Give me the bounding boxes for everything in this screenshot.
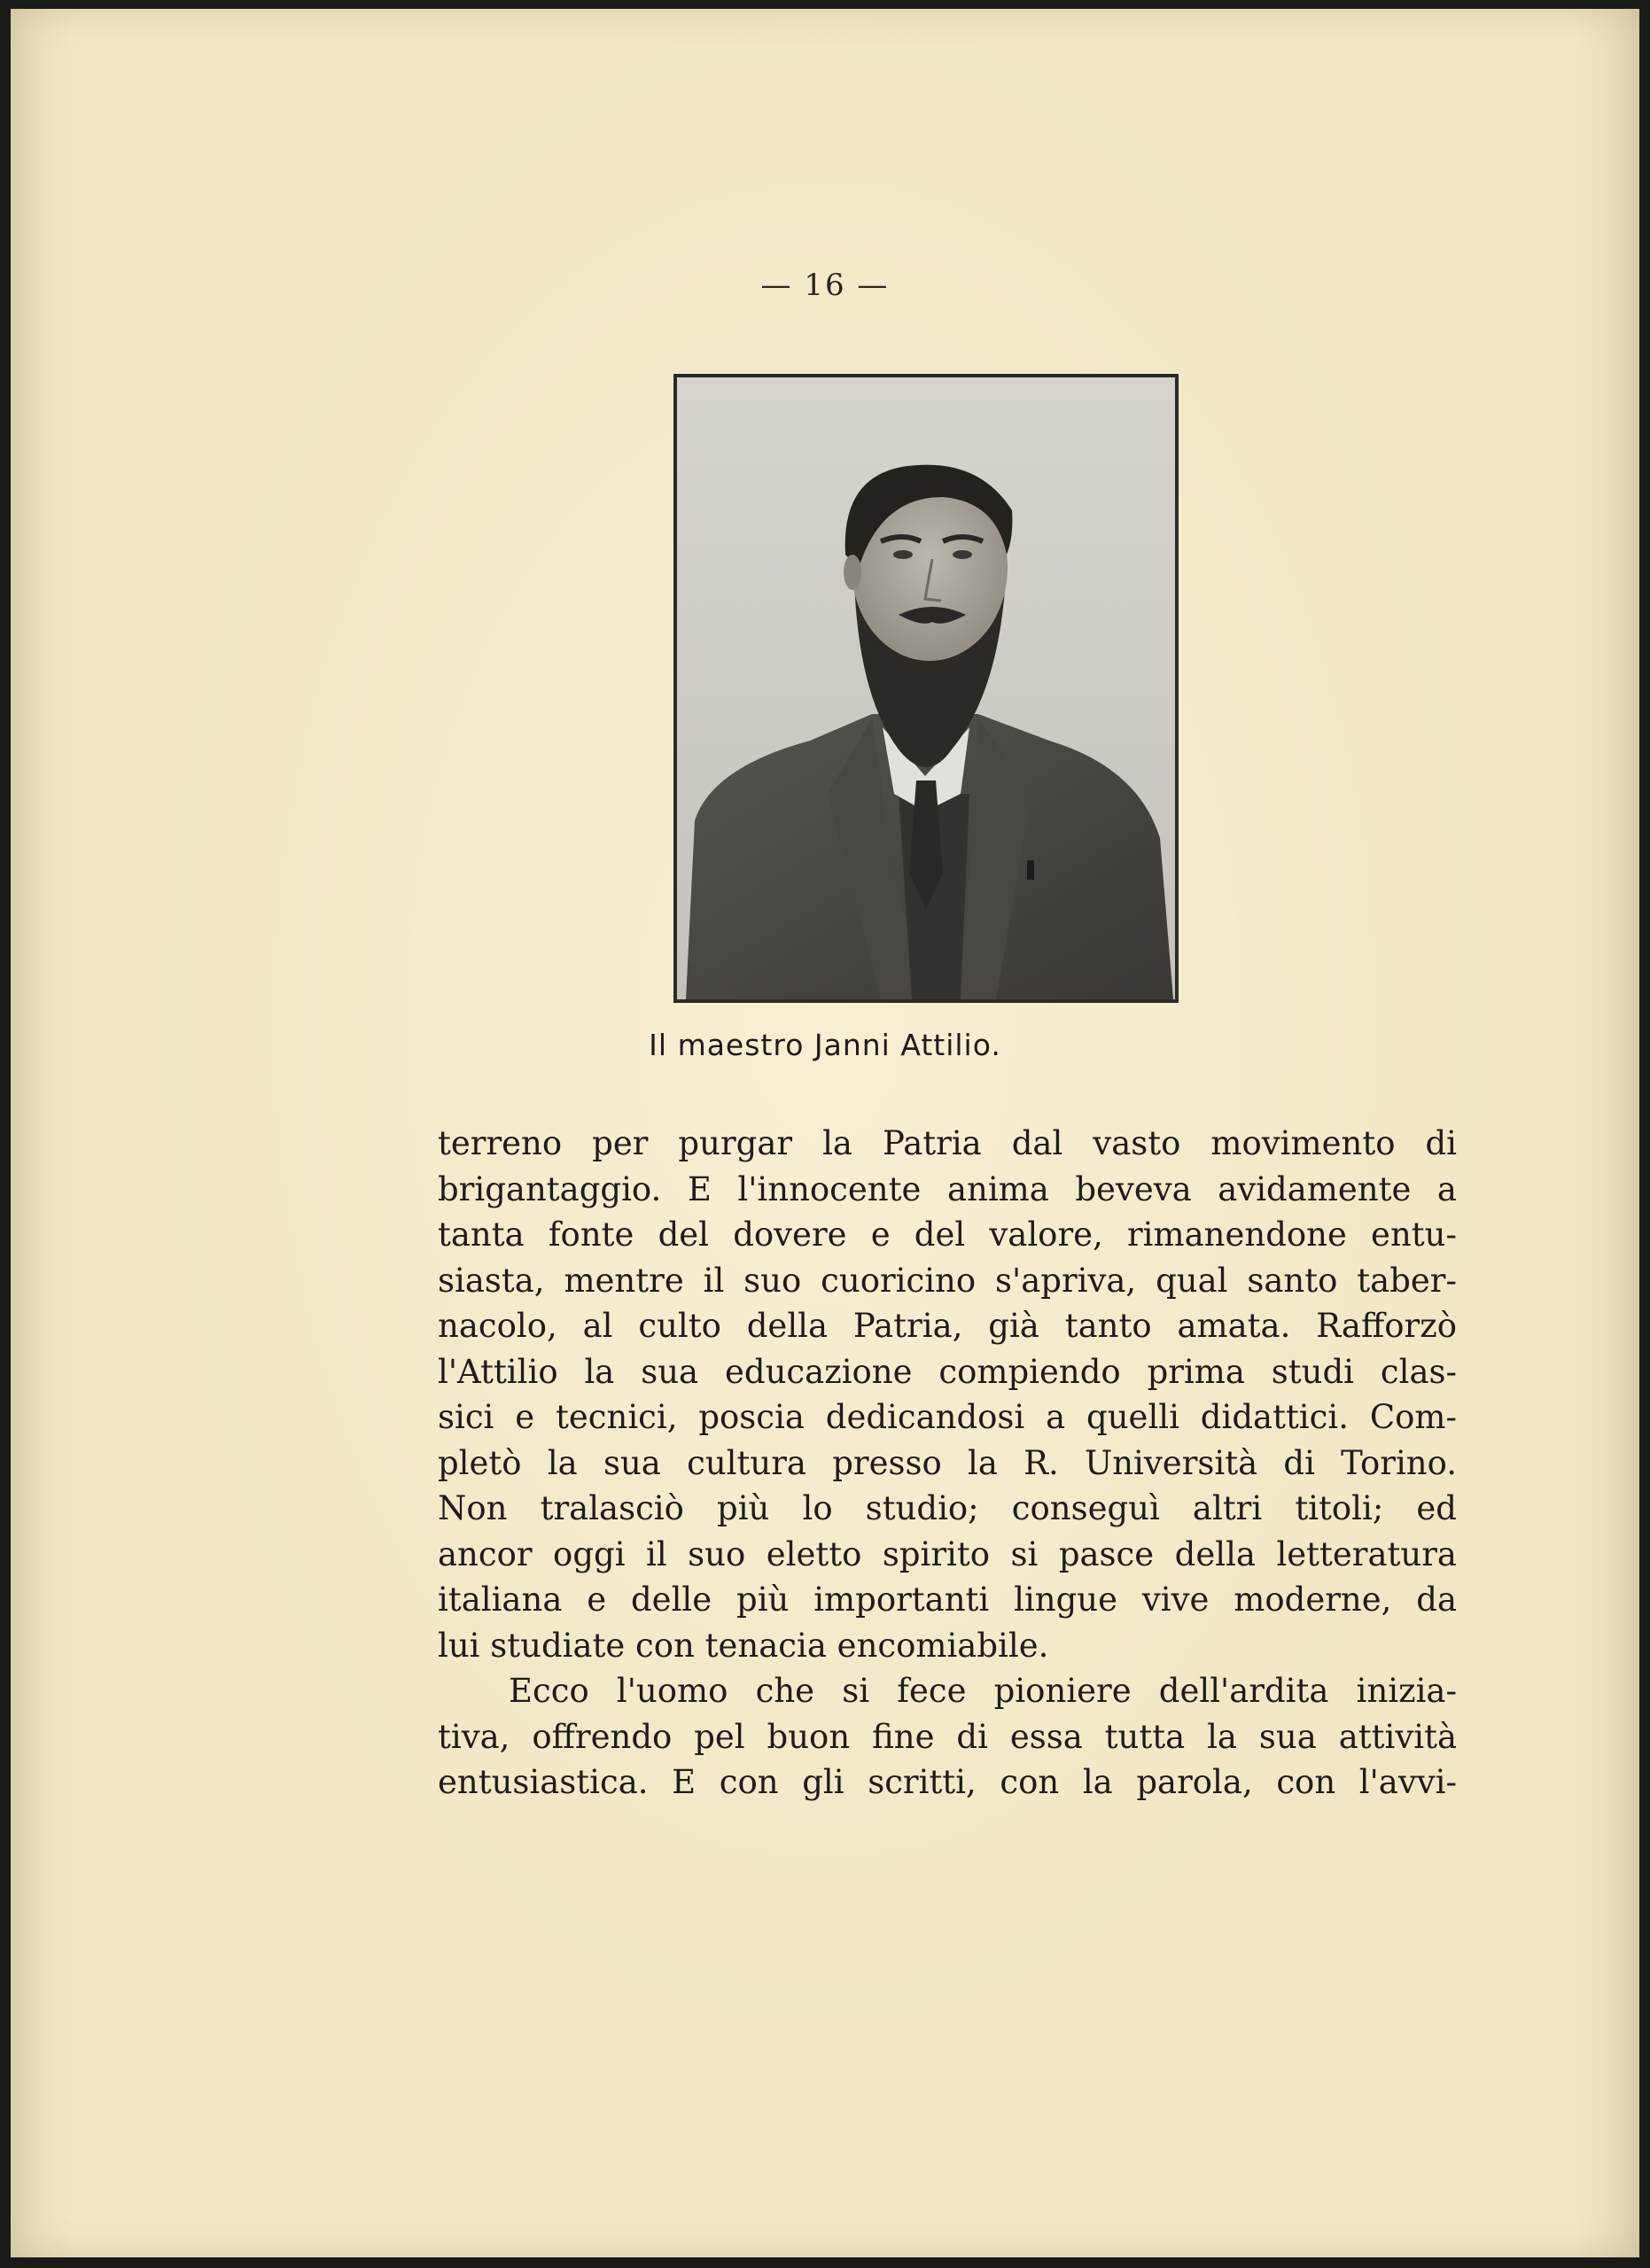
portrait-image [677,377,1175,999]
portrait-photo [673,374,1179,1003]
text-line: sici e tecnici, poscia dedicandosi a quelli didattici. Com- [438,1398,1457,1436]
text-line: tanta fonte del dovere e del valore, rimanendone entu- [438,1216,1457,1254]
text-line: nacolo, al culto della Patria, già tanto amata. Rafforzò [438,1307,1457,1345]
text-line: brigantaggio. E l'innocente anima beveva avidamente a [438,1169,1457,1208]
text-line: siasta, mentre il suo cuoricino s'apriva, qual santo taber- [438,1261,1457,1300]
text-line: l'Attilio la sua educazione compiendo prima studi clas- [438,1352,1457,1391]
text-line: ancor oggi il suo eletto spirito si pasce della letteratura [438,1534,1457,1573]
photo-caption: Il maestro Janni Attilio. [649,1028,1001,1062]
text-line: italiana e delle più importanti lingue vive moderne, da [438,1581,1457,1619]
text-line: terreno per purgar la Patria dal vasto movimento di [438,1124,1457,1162]
text-line: lui studiate con tenacia encomiabile. [438,1626,1049,1665]
text-line: Ecco l'uomo che si fece pioniere dell'ardita inizia- [509,1672,1457,1710]
text-line: Non tralasciò più lo studio; conseguì altri titoli; ed [438,1489,1457,1527]
book-page [11,9,1639,2257]
text-line: pletò la sua cultura presso la R. Università di Torino. [438,1443,1457,1482]
page-number: — 16 — [760,268,890,303]
body-text [438,1121,1457,1806]
text-line: tiva, offrendo pel buon fine di essa tutta la sua attività [438,1717,1457,1756]
text-line: entusiastica. E con gli scritti, con la parola, con l'avvi- [438,1763,1457,1801]
